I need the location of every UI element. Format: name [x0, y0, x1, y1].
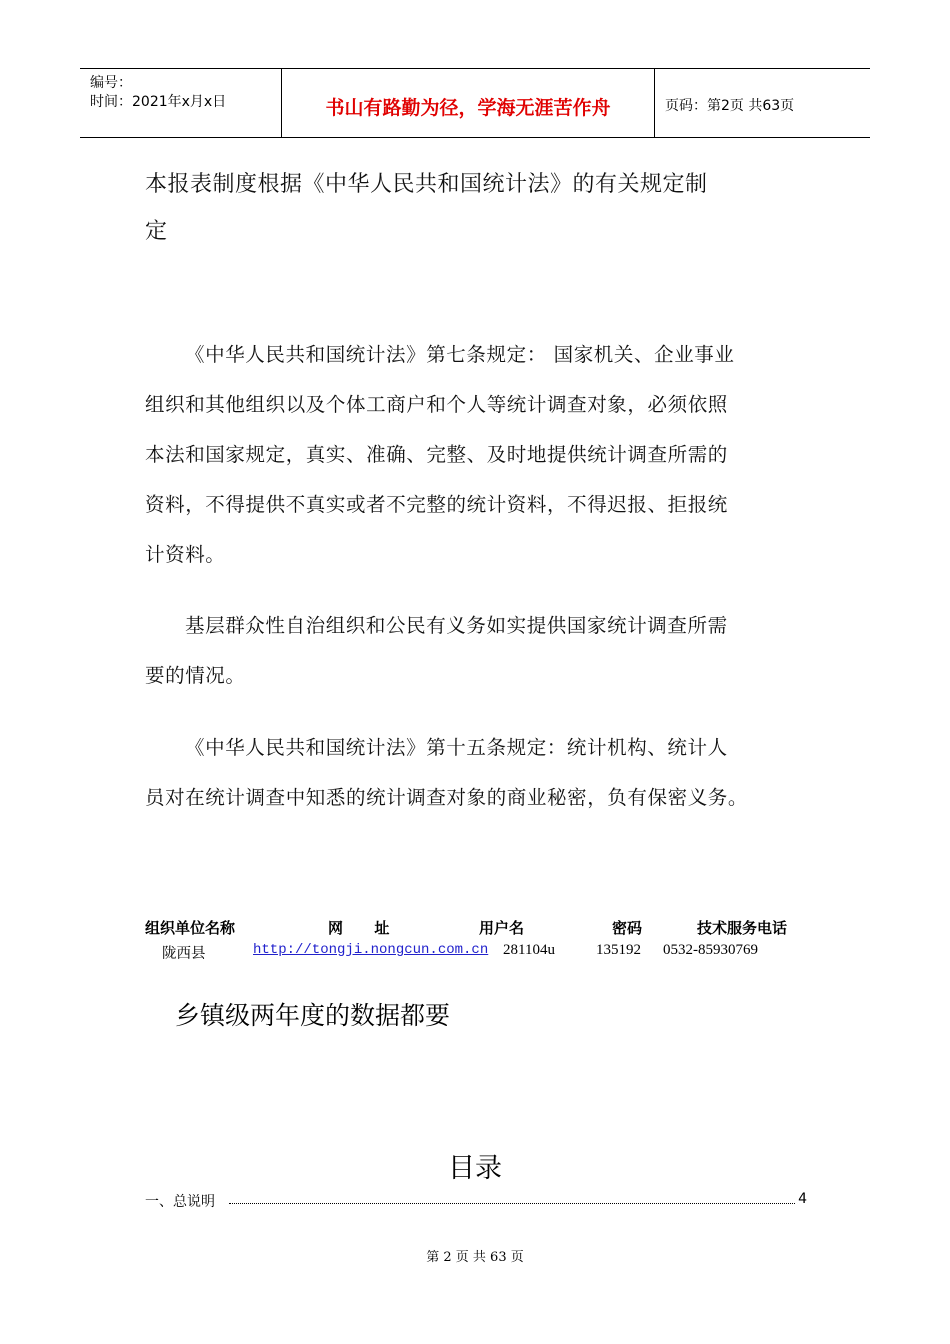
intro-line-2: 定	[145, 219, 168, 244]
table-cell-password: 135192	[596, 942, 641, 958]
paragraph-1-line: 计资料。	[145, 543, 226, 566]
toc-entry-page: 4	[798, 1191, 807, 1207]
paragraph-2-line: 要的情况。	[145, 664, 246, 687]
subtitle: 乡镇级两年度的数据都要	[175, 1001, 451, 1030]
table-cell-org: 陇西县	[162, 946, 206, 962]
toc-entry[interactable]	[145, 1191, 807, 1213]
paragraph-1-line: 资料，不得提供不真实或者不完整的统计资料，不得迟报、拒报统	[145, 493, 728, 516]
header-divider	[654, 69, 655, 137]
intro-line-1: 本报表制度根据《中华人民共和国统计法》的有关规定制	[145, 172, 708, 197]
document-time-label: 时间：2021年x月x日	[90, 94, 227, 110]
page-header	[80, 68, 870, 138]
table-header-username: 用户名	[479, 919, 525, 937]
table-header-url: 网 址	[328, 919, 390, 937]
table-header-phone: 技术服务电话	[697, 919, 788, 937]
table-cell-url-link[interactable]: http://tongji.nongcun.com.cn	[253, 942, 489, 958]
table-cell-username: 281104u	[503, 942, 555, 958]
toc-title: 目录	[448, 1153, 502, 1184]
toc-leader-dots	[229, 1203, 795, 1204]
paragraph-1-line: 组织和其他组织以及个体工商户和个人等统计调查对象，必须依照	[145, 393, 728, 416]
paragraph-1-line: 《中华人民共和国统计法》第七条规定： 国家机关、企业事业	[185, 343, 735, 366]
header-motto: 书山有路勤为径，学海无涯苦作舟	[325, 97, 611, 119]
paragraph-1-line: 本法和国家规定，真实、准确、完整、及时地提供统计调查所需的	[145, 443, 728, 466]
paragraph-3-line: 《中华人民共和国统计法》第十五条规定：统计机构、统计人	[185, 736, 728, 759]
toc-entry-label: 一、总说明	[145, 1191, 217, 1211]
page-footer: 第 2 页 共 63 页	[426, 1250, 524, 1265]
document-code-label: 编号：	[90, 75, 132, 91]
paragraph-2-line: 基层群众性自治组织和公民有义务如实提供国家统计调查所需	[185, 614, 728, 637]
header-page-number: 页码：第2页 共63页	[665, 98, 795, 114]
table-header-password: 密码	[612, 919, 643, 937]
paragraph-3-line: 员对在统计调查中知悉的统计调查对象的商业秘密，负有保密义务。	[145, 786, 749, 809]
table-header-org: 组织单位名称	[145, 919, 236, 937]
table-cell-phone: 0532-85930769	[663, 942, 758, 958]
